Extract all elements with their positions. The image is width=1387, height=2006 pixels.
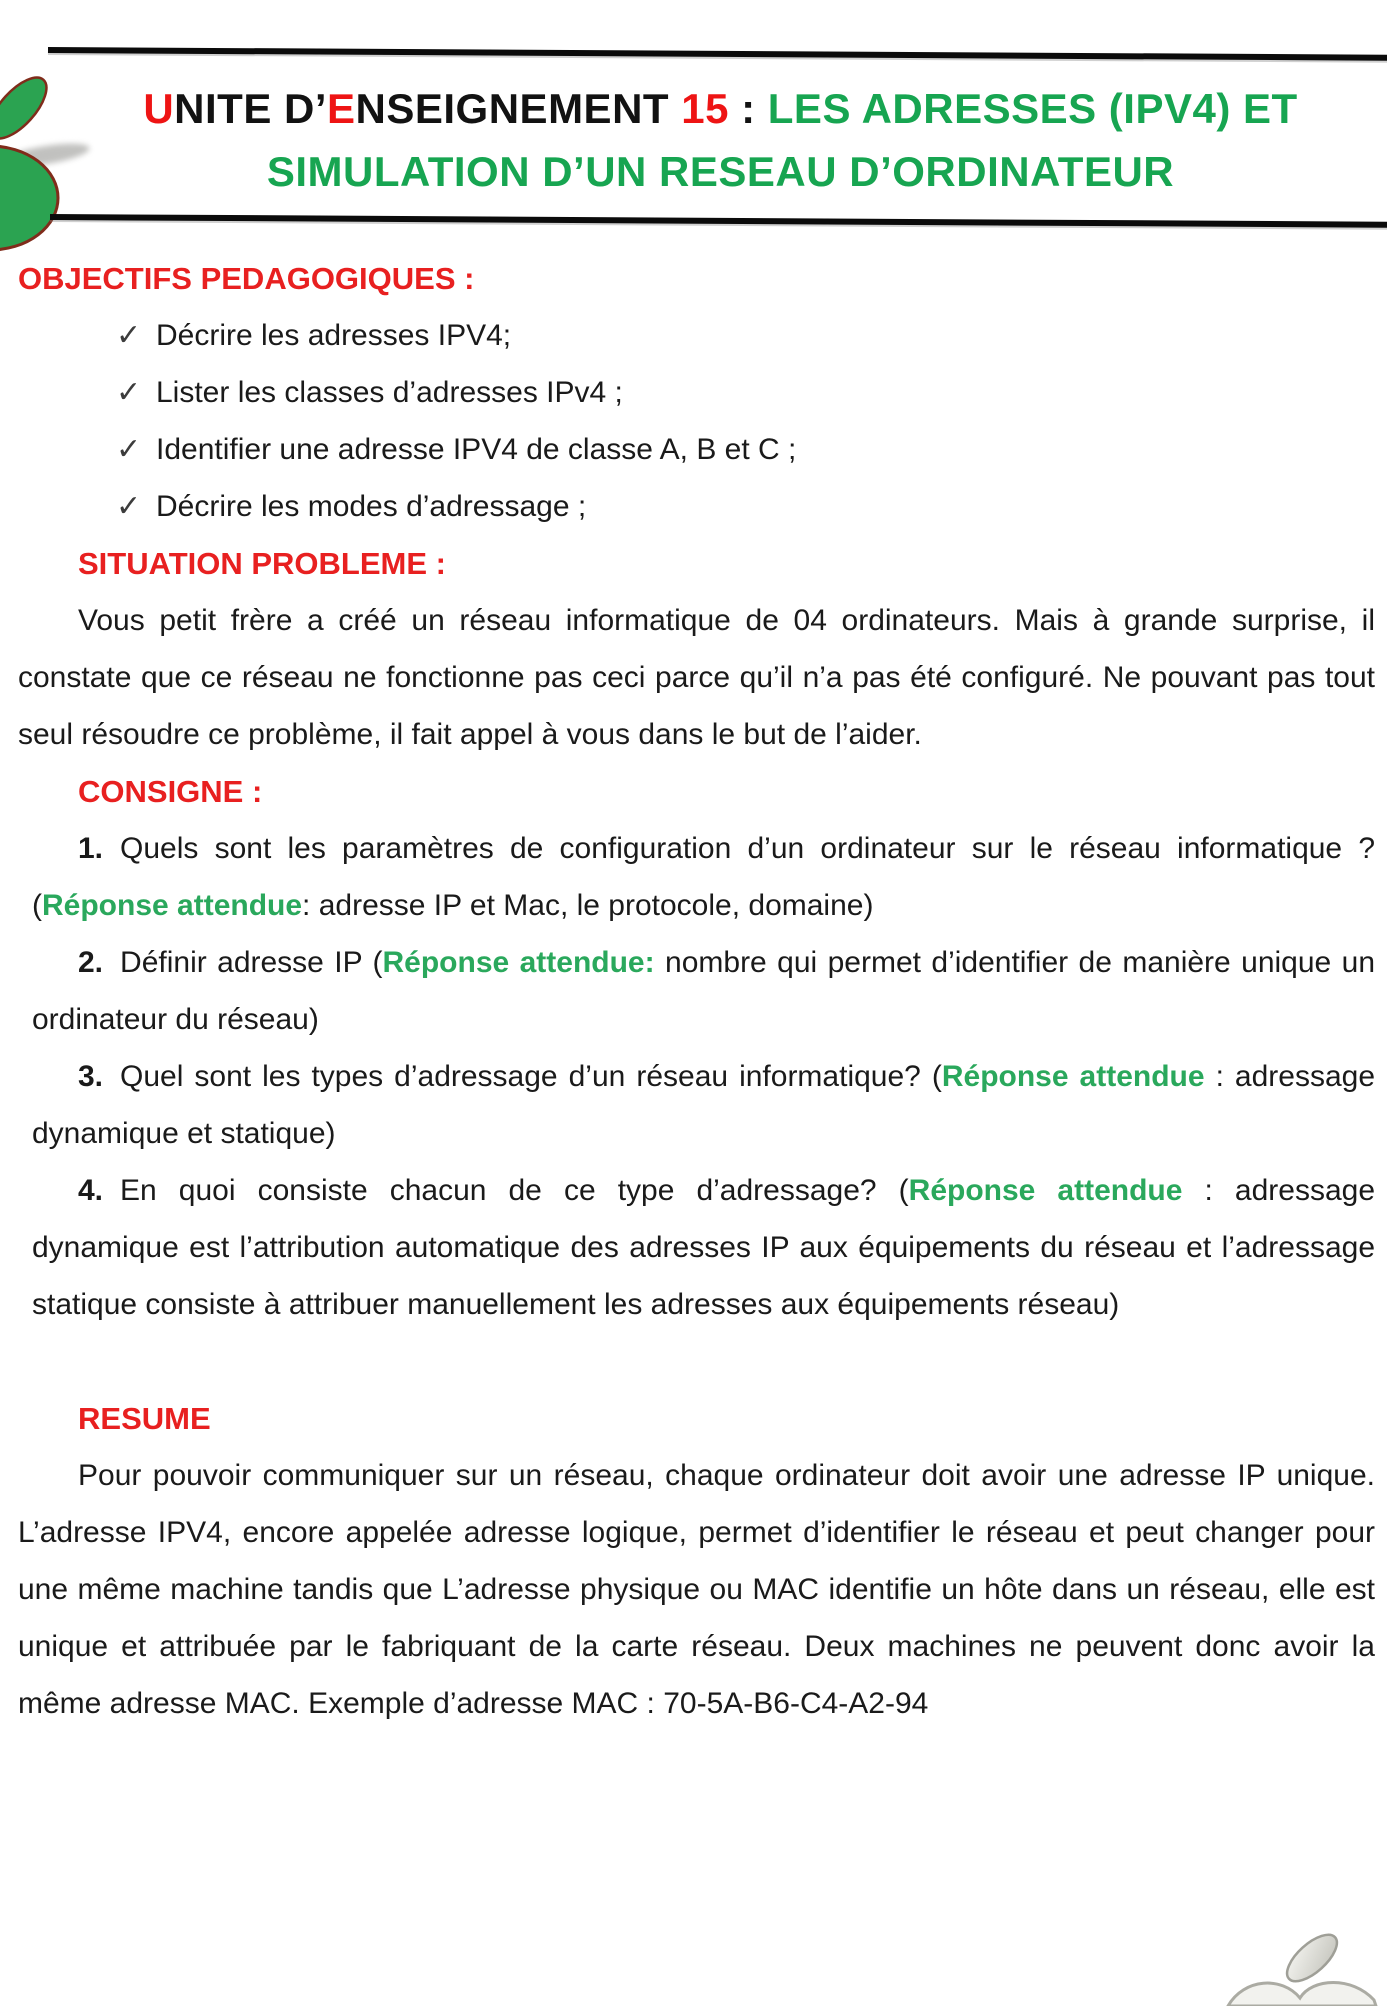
check-icon: ✓ bbox=[116, 433, 142, 466]
item-answer: : adressage dynamique est l’attribution automatique des adresses IP aux équipements du réseau et l’adressage statique consiste à attribuer manuellement les adresses aux équipements réseau) bbox=[32, 1174, 1376, 1321]
item-number: 4. bbox=[78, 1174, 104, 1207]
title-line-2: SIMULATION D’UN RESEAU D’ORDINATEUR bbox=[266, 148, 1175, 195]
item-answer: : adresse IP et Mac, le protocole, domaine) bbox=[302, 889, 874, 922]
check-icon: ✓ bbox=[116, 319, 142, 352]
item-question: Définir adresse IP ( bbox=[120, 946, 383, 979]
title-line-1 bbox=[54, 77, 1387, 140]
title-segment: : bbox=[728, 85, 768, 132]
objective-item bbox=[116, 478, 1375, 535]
objective-item bbox=[116, 364, 1375, 421]
item-number: 2. bbox=[78, 946, 104, 979]
objective-item bbox=[116, 421, 1375, 478]
consigne-item-1 bbox=[32, 820, 1375, 934]
consigne-heading: CONSIGNE : bbox=[78, 774, 263, 809]
item-question: Quel sont les types d’adressage d’un réseau informatique? ( bbox=[120, 1060, 942, 1093]
objective-text: Décrire les adresses IPV4; bbox=[156, 319, 512, 352]
apple-watermark-icon bbox=[1200, 1898, 1387, 2006]
item-question: En quoi consiste chacun de ce type d’adressage? ( bbox=[120, 1174, 909, 1207]
objective-item bbox=[116, 307, 1375, 364]
consigne-item-2 bbox=[32, 934, 1375, 1048]
header-rule-top bbox=[48, 47, 1387, 61]
title-segment: E bbox=[327, 85, 356, 132]
title-segment: NITE D’ bbox=[174, 85, 328, 132]
check-icon: ✓ bbox=[116, 490, 142, 523]
objective-text: Identifier une adresse IPV4 de classe A, B et C ; bbox=[156, 433, 797, 466]
objective-text: Lister les classes d’adresses IPv4 ; bbox=[156, 376, 623, 409]
item-number: 3. bbox=[78, 1060, 104, 1093]
item-answer: : adressage dynamique et statique) bbox=[32, 1060, 1376, 1150]
consigne-item-3 bbox=[32, 1048, 1375, 1162]
title-segment: 15 bbox=[681, 85, 729, 132]
unit-title bbox=[54, 77, 1387, 203]
situation-paragraph: Vous petit frère a créé un réseau informatique de 04 ordinateurs. Mais à grande surprise, il constate que ce réseau ne fonctionne pas ceci parce qu’il n’a pas été configuré. Ne pouvant pas tout seul résoudre ce problème, il fait appel à vous dans le but de l’aider. bbox=[18, 604, 1375, 751]
title-segment: LES ADRESSES (IPV4) ET bbox=[767, 85, 1298, 132]
objectives-heading: OBJECTIFS PEDAGOGIQUES : bbox=[18, 261, 475, 296]
check-icon: ✓ bbox=[116, 376, 142, 409]
consigne-item-4 bbox=[32, 1162, 1375, 1333]
item-question: Quels sont les paramètres de configuration d’un ordinateur sur le réseau informatique ? ( bbox=[32, 832, 1375, 922]
response-highlight: Réponse attendue bbox=[908, 1174, 1183, 1207]
title-segment: NSEIGNEMENT bbox=[355, 85, 682, 132]
response-highlight: Réponse attendue bbox=[42, 889, 303, 922]
item-number: 1. bbox=[78, 832, 104, 865]
title-segment: U bbox=[143, 85, 175, 132]
document-body bbox=[18, 250, 1375, 1732]
objective-text: Décrire les modes d’adressage ; bbox=[156, 490, 587, 523]
resume-paragraph: Pour pouvoir communiquer sur un réseau, chaque ordinateur doit avoir une adresse IP unique. L’adresse IPV4, encore appelée adresse logique, permet d’identifier le réseau et peut changer pour une même machine tandis que L’adresse physique ou MAC identifie un hôte dans un réseau, elle est unique et attribuée par le fabriquant de la carte réseau. Deux machines ne peuvent donc avoir la même adresse MAC. Exemple d’adresse MAC : 70-5A-B6-C4-A2-94 bbox=[18, 1459, 1375, 1720]
situation-heading: SITUATION PROBLEME : bbox=[78, 546, 446, 581]
objectives-list bbox=[18, 307, 1375, 535]
item-answer: nombre qui permet d’identifier de manière unique un ordinateur du réseau) bbox=[32, 946, 1375, 1036]
header-rule-bottom bbox=[50, 214, 1387, 228]
response-highlight: Réponse attendue: bbox=[382, 946, 655, 979]
resume-heading: RESUME bbox=[78, 1401, 211, 1436]
response-highlight: Réponse attendue bbox=[941, 1060, 1205, 1093]
